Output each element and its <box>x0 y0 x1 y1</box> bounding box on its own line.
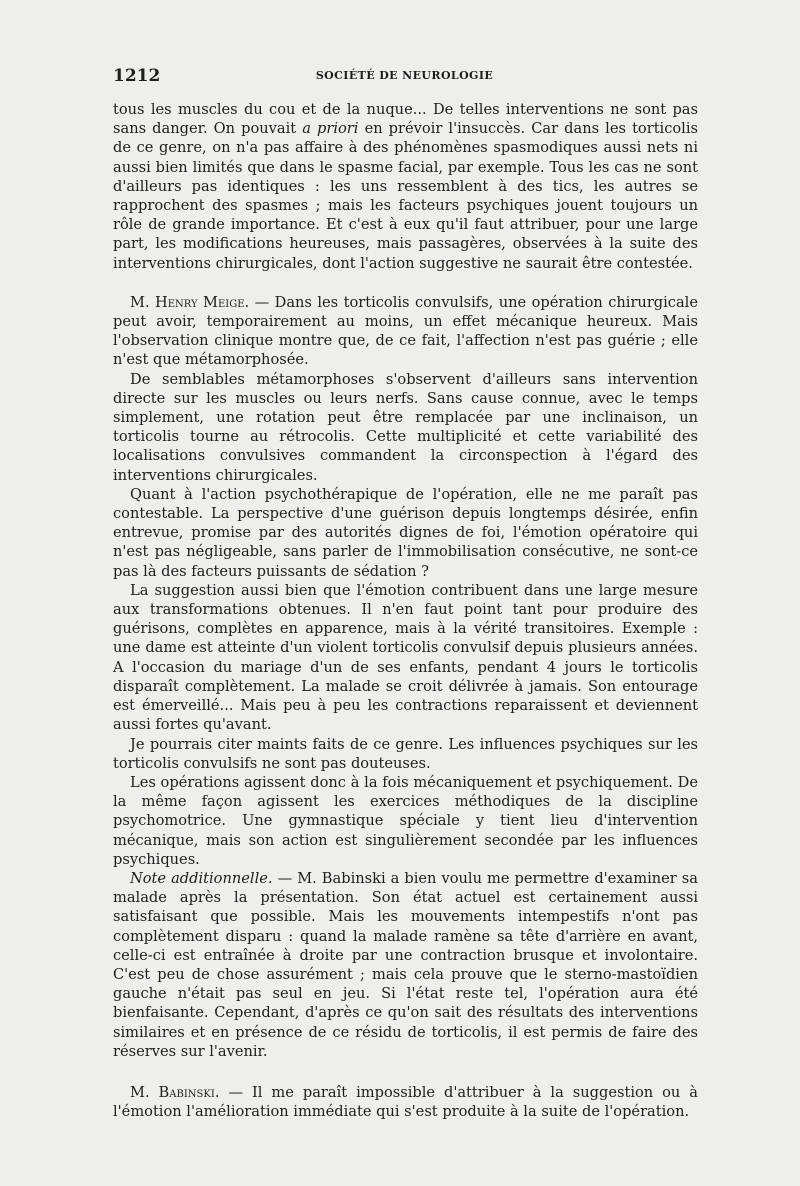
paragraph-text: — M. Babinski a bien voulu me permettre d'examiner sa malade après la présentation. Son état actuel est certainement aussi satisfaisant que possible. Mais les mouvements intempestifs n'ont pas complètement disparu : quand la malade ramène sa tête d'arrière en avant, celle-ci est entraînée à droite par une contraction brusque et involontaire. C'est peu de chose assurément ; mais cela prouve que le sterno-mastoïdien gauche n'était pas seul en jeu. Si l'état reste tel, l'opération aura été bienfaisante. Cependant, d'après ce qu'on sait des résultats des interventions similaires et en présence de ce résidu de torticolis, il est permis de faire des réserves sur l'avenir. <box>113 869 698 1060</box>
page-number: 1212 <box>113 66 161 86</box>
paragraph-continuation <box>113 100 698 273</box>
meige-paragraph-1 <box>113 293 698 370</box>
note-label: Note additionnelle. <box>130 869 273 887</box>
speaker-name-babinski: M. Babinski. <box>130 1083 220 1101</box>
article-body <box>113 100 698 1121</box>
journal-title: SOCIÉTÉ DE NEUROLOGIE <box>315 69 494 82</box>
meige-paragraph-6: Les opérations agissent donc à la fois mécaniquement et psychiquement. De la même façon agissent les exercices méthodiques de la discipline psychomotrice. Une gymnastique spéciale y tient lieu d'intervention mécanique, mais son action est singulièrement secondée par les influences psychiques. <box>113 773 698 868</box>
paragraph-text: — Dans les torticolis convulsifs, une opération chirurgicale peut avoir, temporairement au moins, un effet mécanique heureux. Mais l'observation clinique montre que, de ce fait, l'affection n'est pas guérie ; elle n'est que métamorphosée. <box>113 293 698 369</box>
meige-paragraph-4: La suggestion aussi bien que l'émotion contribuent dans une large mesure aux transformations obtenues. Il n'en faut point tant pour produire des guérisons, complètes en apparence, mais à la vérité transitoires. Exemple : une dame est atteinte d'un violent torticolis convulsif depuis plusieurs années. A l'occasion du mariage d'un de ses enfants, pendant 4 jours le torticolis disparaît complètement. La malade se croit délivrée à jamais. Son entourage est émerveillé... Mais peu à peu les contractions reparaissent et deviennent aussi fortes qu'avant. <box>113 581 698 734</box>
running-head <box>113 66 696 88</box>
paragraph-text: tous les muscles du cou et de la nuque... De telles interventions ne sont pas sans danger. On pouvait <box>113 101 698 138</box>
paragraph-text: en prévoir l'insuccès. Car dans les torticolis de ce genre, on n'a pas affaire à des phénomènes spasmodiques aussi nets ni aussi bien limités que dans le spasme facial, par exemple. Tous les cas ne sont d'ailleurs pas identiques : les uns ressemblent à des tics, les autres se rapprochent des spasmes ; mais les facteurs psychiques jouent toujours un rôle de grande importance. Et c'est à eux qu'il faut attribuer, pour une large part, les modifications heureuses, mais passagères, observées à la suite des interventions chirurgicales, dont l'action suggestive ne saurait être contestée. <box>113 120 699 272</box>
meige-paragraph-5: Je pourrais citer maints faits de ce genre. Les influences psychiques sur les torticolis convulsifs ne sont pas douteuses. <box>113 735 698 772</box>
italic-phrase: a priori <box>302 120 359 138</box>
babinski-paragraph <box>113 1083 698 1121</box>
note-paragraph <box>113 869 698 1061</box>
speaker-name-meige: M. Henry Meige. <box>130 293 250 311</box>
paragraph-text: — Il me paraît impossible d'attribuer à la suggestion ou à l'émotion l'amélioration immédiate qui s'est produite à la suite de l'opération. <box>113 1083 699 1121</box>
meige-paragraph-3: Quant à l'action psychothérapique de l'opération, elle ne me paraît pas contestable. La perspective d'une guérison depuis longtemps désirée, enfin entrevue, promise par des autorités dignes de foi, l'émotion opératoire qui n'est pas négligeable, sans parler de l'immobilisation consécutive, ne sont-ce pas là des facteurs puissants de sédation ? <box>113 485 698 580</box>
meige-paragraph-2: De semblables métamorphoses s'observent d'ailleurs sans intervention directe sur les muscles ou leurs nerfs. Sans cause connue, avec le temps simplement, une rotation peut être remplacée par une inclinaison, un torticolis tourne au rétrocolis. Cette multiplicité et cette variabilité des localisations convulsives commandent la circonspection à l'égard des interventions chirurgicales. <box>113 370 698 484</box>
